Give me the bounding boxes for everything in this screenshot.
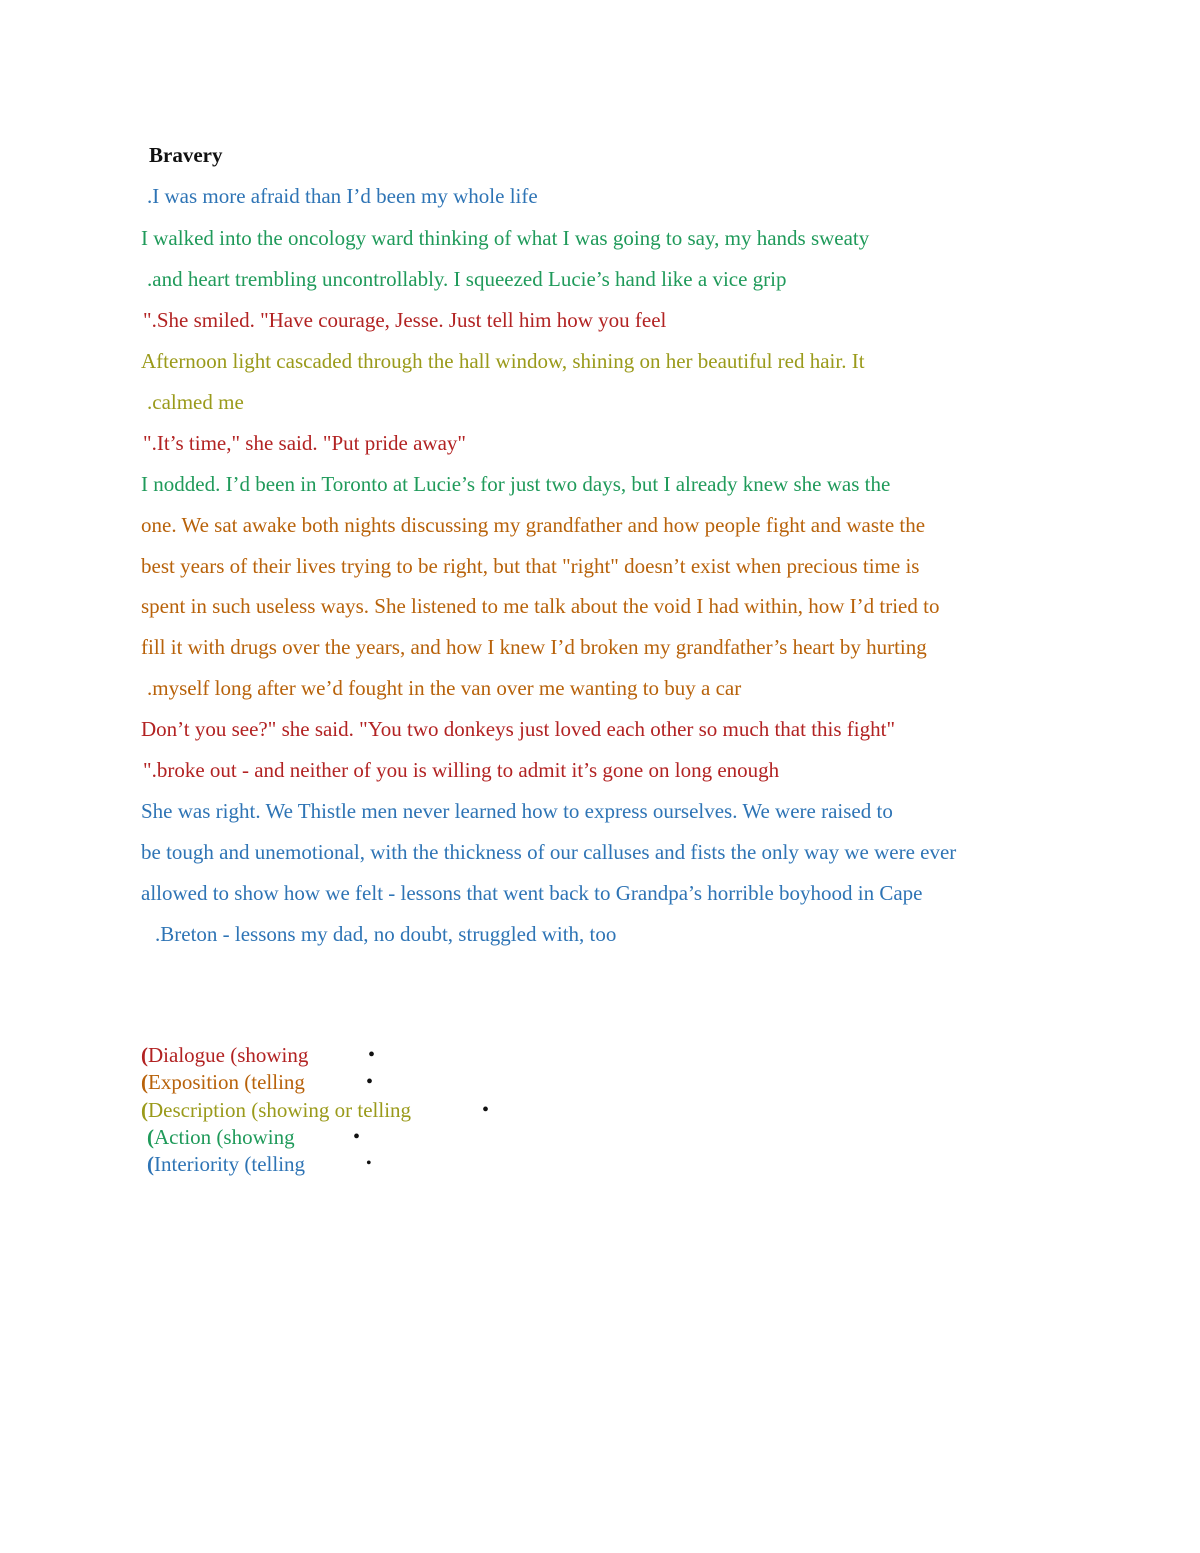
bullet-icon: • (366, 1155, 372, 1172)
legend-item-action (147, 1124, 295, 1150)
story-line: .and heart trembling uncontrollably. I squeezed Lucie’s hand like a vice grip (147, 267, 787, 291)
legend-item-interiority (147, 1151, 305, 1177)
bullet-icon: • (353, 1126, 361, 1148)
bullet-icon: • (366, 1071, 374, 1093)
story-line: fill it with drugs over the years, and how I knew I’d broken my grandfather’s heart by hurting (141, 635, 927, 659)
story-line: ".She smiled. "Have courage, Jesse. Just tell him how you feel (143, 308, 667, 332)
story-line: one. We sat awake both nights discussing my grandfather and how people fight and waste the (141, 513, 926, 537)
story-line: be tough and unemotional, with the thickness of our calluses and fists the only way we were ever (141, 840, 957, 864)
legend-label: Description (showing or telling (148, 1098, 412, 1122)
document-title: Bravery (149, 143, 223, 167)
legend-label: Action (showing (154, 1125, 295, 1149)
story-line: Afternoon light cascaded through the hall window, shining on her beautiful red hair. It (141, 349, 865, 373)
story-line: .myself long after we’d fought in the van over me wanting to buy a car (147, 676, 742, 700)
legend-paren: ( (147, 1125, 154, 1149)
story-line: spent in such useless ways. She listened to me talk about the void I had within, how I’d tried to (141, 594, 940, 618)
story-line: best years of their lives trying to be right, but that "right" doesn’t exist when precious time is (141, 554, 920, 578)
legend-label: Exposition (telling (148, 1070, 305, 1094)
story-line: Don’t you see?" she said. "You two donkeys just loved each other so much that this fight" (141, 717, 896, 741)
story-line: She was right. We Thistle men never learned how to express ourselves. We were raised to (141, 799, 893, 823)
story-line: allowed to show how we felt - lessons that went back to Grandpa’s horrible boyhood in Cape (141, 881, 923, 905)
legend-paren: ( (141, 1043, 148, 1067)
bullet-icon: • (482, 1099, 490, 1121)
story-line: .calmed me (147, 390, 244, 414)
story-line: .I was more afraid than I’d been my whole life (147, 184, 538, 208)
legend-paren: ( (141, 1070, 148, 1094)
legend-item-dialogue (141, 1042, 308, 1068)
story-line: ".It’s time," she said. "Put pride away" (143, 431, 466, 455)
story-line: I nodded. I’d been in Toronto at Lucie’s for just two days, but I already knew she was the (141, 472, 891, 496)
legend-label: Interiority (telling (154, 1152, 306, 1176)
bullet-icon: • (368, 1044, 376, 1066)
story-line: ".broke out - and neither of you is willing to admit it’s gone on long enough (143, 758, 780, 782)
story-line: .Breton - lessons my dad, no doubt, struggled with, too (155, 922, 617, 946)
legend-item-description (141, 1097, 411, 1123)
legend-paren: ( (141, 1098, 148, 1122)
legend-label: Dialogue (showing (148, 1043, 309, 1067)
legend-paren: ( (147, 1152, 154, 1176)
story-line: I walked into the oncology ward thinking of what I was going to say, my hands sweaty (141, 226, 870, 250)
legend-item-exposition (141, 1069, 305, 1095)
